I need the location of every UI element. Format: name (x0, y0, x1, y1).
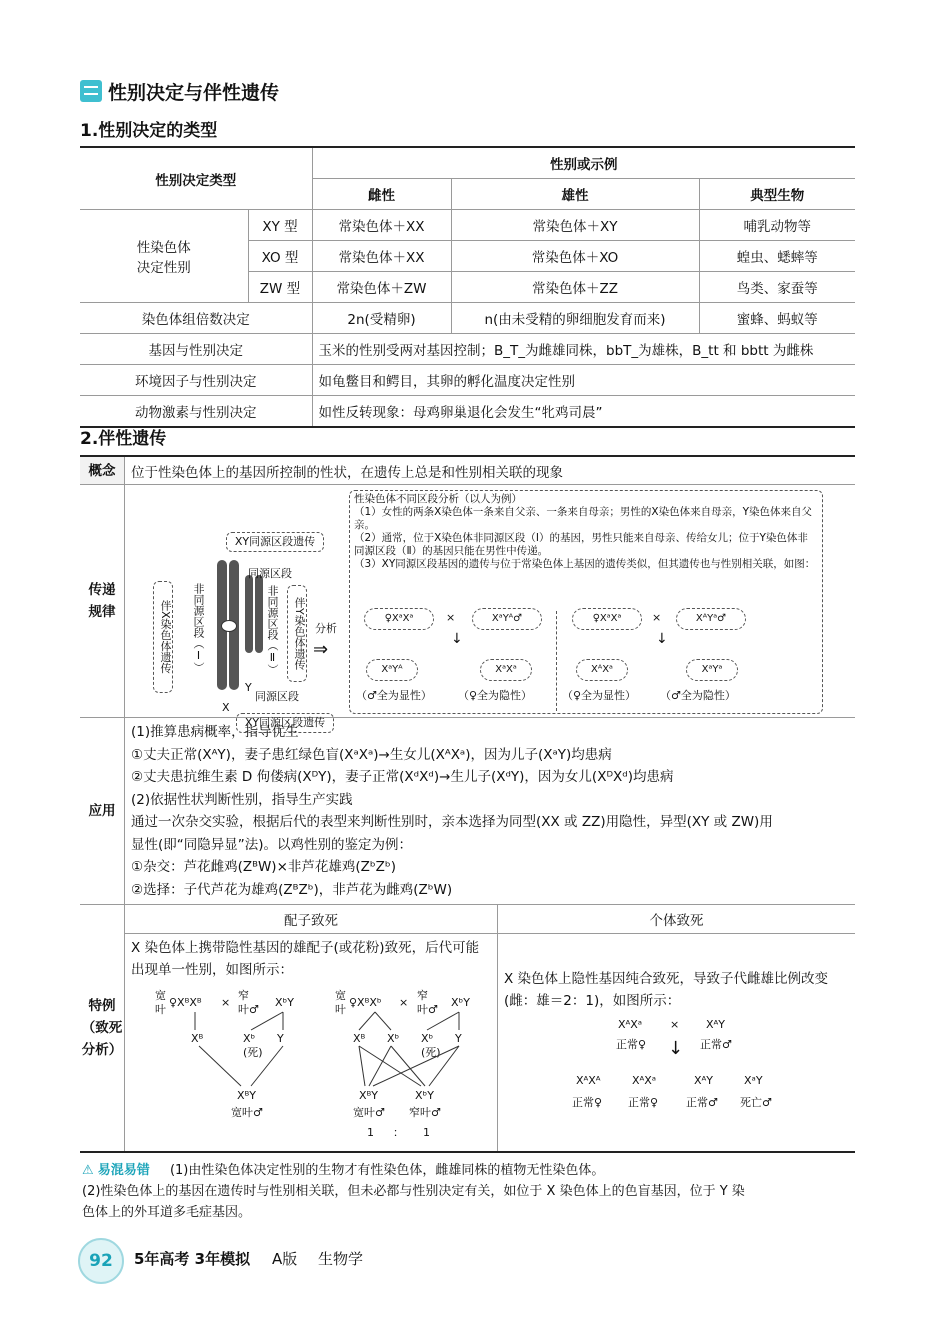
g2-ye2: 叶♂ (417, 1003, 438, 1016)
g2-gamete-a: Xᴮ (353, 1032, 366, 1045)
cross1-offspring-1: XᵃYᴬ (366, 659, 418, 681)
tip-line-2: (2)性染色体上的基因在遗传时与性别相关联，但未必都与性别决定有关，如位于 X 染色体上的色盲基因，位于 Y 染 (82, 1184, 745, 1199)
row-type: ZW 型 (248, 272, 312, 303)
box-line-2: （2）通常，位于X染色体非同源区段（Ⅰ）的基因，男性只能来自母亲、传给女儿；位于Y染色体非同源区段（Ⅱ）的基因只能在男性中传递。 (354, 532, 808, 557)
x-label: X (222, 701, 230, 714)
cross1-note-2: （♀全为隐性） (458, 689, 533, 702)
sexchrom-label-1: 性染色体 (136, 240, 191, 256)
app-line: (2)依据性状判断性别，指导生产实践 (131, 791, 353, 808)
ind-offspring-label-3: 正常♂ (686, 1096, 718, 1109)
tip-title: 易混易错 (97, 1163, 150, 1178)
ind-offspring-2: XᴬXᵃ (632, 1074, 657, 1087)
chromosome-diagram (125, 485, 853, 729)
tip-line-1: (1)由性染色体决定性别的生物才有性染色体，雌雄同株的植物无性染色体。 (169, 1163, 605, 1178)
app-text (125, 718, 856, 905)
g2-dead: (死) (421, 1046, 441, 1059)
row-male: 常染色体＋XO (451, 241, 699, 272)
x-centromere (221, 620, 237, 632)
g1-gamete-c: Y (277, 1032, 284, 1045)
section-icon (80, 80, 102, 102)
sex-linked-table (80, 455, 855, 1153)
g1-dead: (死) (243, 1046, 263, 1059)
nonhomolog-1-label: 非同源区段（Ⅰ） (192, 583, 205, 673)
g1-gamete-b: Xᵇ (243, 1032, 256, 1045)
header-group: 性别或示例 (312, 147, 855, 179)
row-type: XY 型 (248, 210, 312, 241)
cross2-offspring-2: XᵃYᵃ (686, 659, 738, 681)
ind-offspring-label-1: 正常♀ (572, 1096, 603, 1109)
g2-gamete-b: Xᵇ (387, 1032, 400, 1045)
gamete-cell (125, 934, 498, 1153)
ploidy-female: 2n(受精卵) (312, 303, 451, 334)
warning-icon: ⚠ (82, 1163, 94, 1178)
g2-offspring-2: XᵇY (415, 1089, 434, 1102)
cross1-times: × (446, 611, 456, 624)
special-label (80, 905, 125, 1153)
header-typical: 典型生物 (699, 179, 855, 210)
g1-kuan: 宽 (155, 989, 166, 1002)
ind-times: × (670, 1018, 680, 1031)
g1-ye2: 叶♂ (238, 1003, 259, 1016)
hormone-label: 动物激素与性别决定 (80, 396, 312, 428)
rule-label-2: 规律 (88, 604, 116, 620)
ind-offspring-label-4: 死亡♂ (740, 1096, 772, 1109)
page-number: 92 (78, 1238, 124, 1284)
concept-label: 概念 (80, 456, 125, 485)
row-typical: 鸟类、家蚕等 (699, 272, 855, 303)
special-label-1: 特例 (88, 998, 116, 1014)
gamete-title: 配子致死 (125, 905, 498, 934)
g2-label-1: 宽叶♂ (353, 1106, 385, 1119)
app-line: ②选择：子代芦花为雄鸡(ZᴮZᵇ)，非芦花为雌鸡(ZᵇW) (131, 881, 453, 898)
footer-book: 5年高考 3年模拟 (134, 1250, 251, 1268)
g1-ye: 叶 (155, 1003, 166, 1016)
ind-offspring-label-2: 正常♀ (628, 1096, 659, 1109)
app-line: 显性(即“同隐异显”法)。以鸡性别的鉴定为例： (131, 836, 413, 853)
tip-box (82, 1160, 862, 1223)
ploidy-male: n(由未受精的卵细胞发育而来) (451, 303, 699, 334)
box-line-1: （1）女性的两条X染色体一条来自父亲、一条来自母亲；男性的X染色体来自母亲，Y染色体来自父亲。 (354, 506, 812, 531)
g2-zhai: 窄 (417, 989, 428, 1002)
g2-arrows (125, 934, 497, 1151)
row-typical: 蝗虫、蟋蟀等 (699, 241, 855, 272)
cross-divider (556, 611, 557, 711)
homolog-bottom-label: 同源区段 (255, 690, 299, 703)
env-label: 环境因子与性别决定 (80, 365, 312, 396)
cross2-parent-female: ♀XᵃXᵃ (572, 608, 642, 630)
app-line: ①杂交：芦花雌鸡(ZᴮW)×非芦花雄鸡(ZᵇZᵇ) (131, 859, 396, 875)
header-male: 雄性 (451, 179, 699, 210)
box-title: 性染色体不同区段分析（以人为例） (354, 493, 522, 505)
g2-ratio-1: 1 (367, 1126, 374, 1139)
nonhomolog-2-label: 非同源区段（Ⅱ） (266, 585, 279, 675)
xy-homolog-top: XY同源区段遗传 (226, 532, 324, 552)
g1-parent-male: XᵇY (275, 996, 294, 1009)
g2-ratio-2: 1 (423, 1126, 430, 1139)
g1-parent-female: ♀XᴮXᴮ (169, 996, 202, 1009)
cross2-times: × (652, 611, 662, 624)
env-text: 如龟鳖目和鳄目，其卵的孵化温度决定性别 (312, 365, 855, 396)
analysis-box (349, 490, 823, 714)
cross2-parent-male: XᴬYᵃ♂ (676, 608, 746, 630)
analysis-label: 分析 (315, 622, 337, 635)
rule-diagram-cell (125, 485, 856, 729)
cross2-offspring-1: XᴬXᵃ (576, 659, 628, 681)
concept-text: 位于性染色体上的基因所控制的性状，在遗传上总是和性别相关联的现象 (125, 456, 856, 485)
cross2-arrow: ↓ (656, 631, 668, 647)
row-female: 常染色体＋XX (312, 241, 451, 272)
y-label: Y (245, 681, 252, 694)
analysis-arrow: ⇒ (313, 639, 329, 660)
row-female: 常染色体＋XX (312, 210, 451, 241)
sex-determination-table (80, 146, 855, 428)
footer-edition: A版 (272, 1250, 298, 1268)
box-line-3: （3）XY同源区段基因的遗传与位于常染色体上基因的遗传类似，但其遗传也与性别相关联，如图： (354, 558, 816, 570)
sexchrom-label-2: 决定性别 (136, 260, 191, 276)
cross1-arrow: ↓ (451, 631, 463, 647)
section-title: 性别决定与伴性遗传 (108, 82, 280, 104)
g2-offspring-1: XᴮY (359, 1089, 379, 1102)
g2-gamete-d: Y (455, 1032, 462, 1045)
hormone-text: 如性反转现象：母鸡卵巢退化会发生“牝鸡司晨” (312, 396, 855, 428)
gamete-text: X 染色体上携带隐性基因的雄配子(或花粉)致死，后代可能出现单一性别，如图所示： (131, 940, 480, 978)
g2-gamete-c: Xᵇ (421, 1032, 434, 1045)
heading-1: 1.性别决定的类型 (80, 121, 218, 141)
g2-label-2: 窄叶♂ (409, 1106, 441, 1119)
y-inherit-box: 伴Y染色体遗传 (287, 585, 307, 682)
ind-offspring-3: XᴬY (694, 1074, 713, 1087)
g1-gamete-a: Xᴮ (191, 1032, 204, 1045)
ind-parent-male: XᴬY (706, 1018, 725, 1031)
cross1-note-1: （♂全为显性） (356, 689, 432, 702)
ploidy-label: 染色体组倍数决定 (80, 303, 312, 334)
y-chromosome-left (245, 575, 253, 653)
special-label-3: 分析） (81, 1042, 123, 1058)
app-line: (1)推算患病概率，指导优生 (131, 724, 299, 740)
row-male: 常染色体＋ZZ (451, 272, 699, 303)
g1-zhai: 窄 (238, 989, 249, 1002)
ind-offspring-1: XᴬXᴬ (576, 1074, 601, 1087)
row-female: 常染色体＋ZW (312, 272, 451, 303)
homolog-top-label: 同源区段 (248, 567, 292, 580)
app-line: 通过一次杂交实验，根据后代的表型来判断性别时，亲本选择为同型(XX 或 ZZ)用隐性，异型(XY 或 ZW)用 (131, 814, 773, 830)
g2-ratio-colon: ： (393, 1126, 404, 1139)
rule-label (80, 485, 125, 718)
g1-times: × (221, 996, 231, 1009)
g2-parent-male: XᵇY (451, 996, 470, 1009)
app-line: ②丈夫患抗维生素 D 佝偻病(XᴰY)，妻子正常(XᵈXᵈ)→生儿子(XᵈY)，因为女儿(XᴰXᵈ)均患病 (131, 769, 674, 785)
g1-offspring: XᴮY (237, 1089, 257, 1102)
x-inherit-box: 伴X染色体遗传 (153, 581, 173, 693)
ind-arrow: ↓ (668, 1038, 684, 1059)
rule-label-1: 传递 (88, 582, 116, 598)
g2-kuan: 宽 (335, 989, 346, 1002)
cross2-note-2: （♂全为隐性） (660, 689, 736, 702)
header-type: 性别决定类型 (80, 147, 312, 210)
ind-parent-female: XᴬXᵃ (618, 1018, 643, 1031)
indiv-cell (498, 934, 856, 1153)
indiv-text: X 染色体上隐性基因纯合致死，导致子代雌雄比例改变(雌：雄＝2：1)，如图所示： (504, 971, 829, 1009)
gene-text: 玉米的性别受两对基因控制；B_T_为雌雄同株，bbT_为雄株，B_tt 和 bbtt 为雌株 (312, 334, 855, 365)
cross1-offspring-2: XᵃXᵃ (480, 659, 532, 681)
header-female: 雌性 (312, 179, 451, 210)
g1-offspring-label: 宽叶♂ (231, 1106, 263, 1119)
tip-line-3: 色体上的外耳道多毛症基因。 (82, 1205, 252, 1220)
app-label: 应用 (80, 718, 125, 905)
heading-2: 2.伴性遗传 (80, 429, 167, 449)
cross1-parent-female: ♀XᵃXᵃ (364, 608, 434, 630)
g2-times: × (399, 996, 409, 1009)
g2-ye: 叶 (335, 1003, 346, 1016)
indiv-title: 个体致死 (498, 905, 856, 934)
row-type: XO 型 (248, 241, 312, 272)
app-line: ①丈夫正常(XᴬY)，妻子患红绿色盲(XᵃXᵃ)→生女儿(XᴬXᵃ)，因为儿子(XᵃY)均患病 (131, 746, 612, 763)
footer-subject: 生物学 (318, 1250, 364, 1268)
gene-label: 基因与性别决定 (80, 334, 312, 365)
row-typical: 哺乳动物等 (699, 210, 855, 241)
cross2-note-1: （♀全为显性） (562, 689, 637, 702)
special-label-2: （致死 (81, 1020, 123, 1036)
ind-offspring-4: XᵃY (744, 1074, 763, 1087)
xy-homolog-bottom: XY同源区段遗传 (236, 713, 334, 733)
y-chromosome-right (255, 575, 263, 653)
row-male: 常染色体＋XY (451, 210, 699, 241)
ind-parent-female-label: 正常♀ (616, 1038, 647, 1051)
sexchrom-label (80, 210, 248, 303)
cross1-parent-male: XᵃYᴬ♂ (472, 608, 542, 630)
g2-parent-female: ♀XᴮXᵇ (349, 996, 382, 1009)
ploidy-typical: 蜜蜂、蚂蚁等 (699, 303, 855, 334)
ind-parent-male-label: 正常♂ (700, 1038, 732, 1051)
